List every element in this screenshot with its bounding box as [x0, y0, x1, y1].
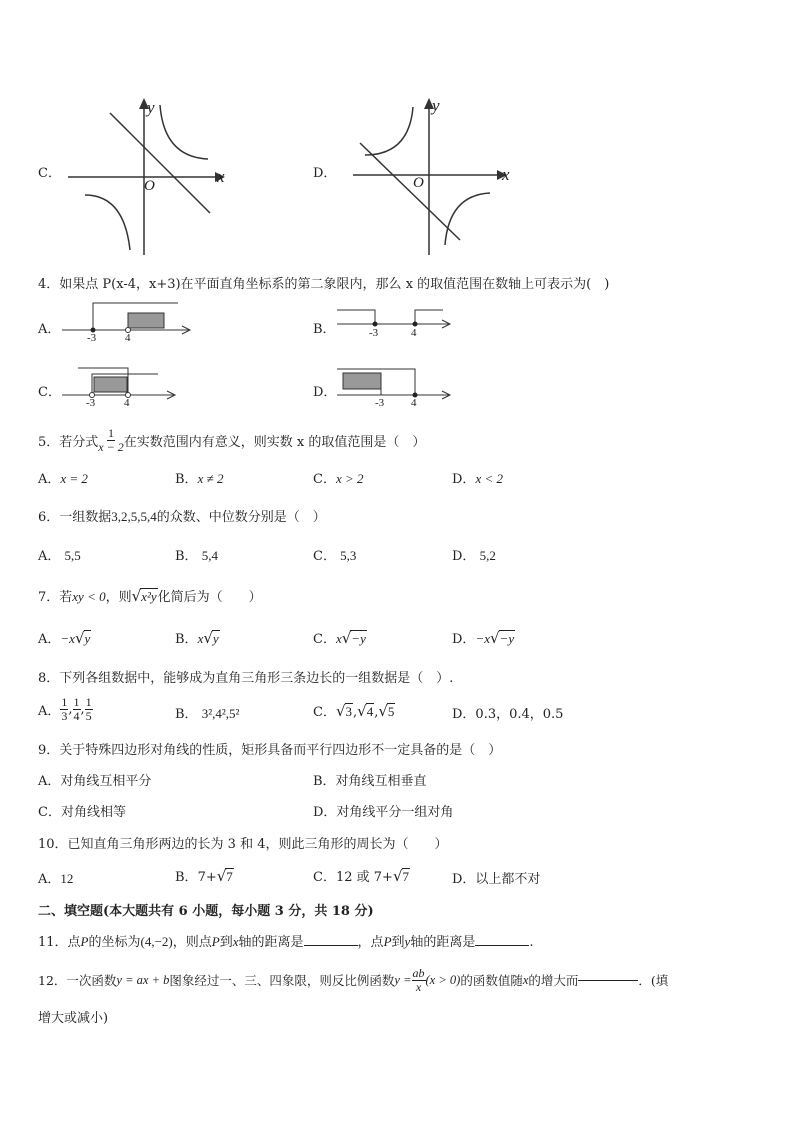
radical-sign-icon: √	[74, 629, 85, 647]
q6-stem	[38, 506, 326, 525]
q11-point-p: P	[80, 934, 89, 949]
q11-mid6: 到	[391, 935, 405, 950]
q7-option-b	[175, 628, 220, 647]
q10-a-label: A．	[38, 872, 61, 887]
q12-line2: 增大或减小)	[38, 1011, 109, 1026]
q4-a-tick-1: -3	[87, 332, 97, 344]
q3-d-axis-y: y	[432, 96, 440, 115]
q6-a-value: 5,5	[64, 548, 81, 563]
q5-option-d	[452, 468, 503, 487]
q3-c-axis-y: y	[147, 98, 155, 117]
q10-b-radicand: 7	[226, 869, 233, 884]
q4-a-tick-2: 4	[125, 332, 131, 344]
q7-stem-mid: ，则	[105, 590, 132, 605]
q12-frac-den: x	[415, 979, 422, 994]
q6-stem-post: 的众数、中位数分别是（ ）	[156, 510, 326, 525]
q8-a-den-2: 4	[73, 708, 80, 723]
q7-c-radicand: −y	[351, 631, 366, 646]
q7-b-radicand: y	[212, 631, 219, 646]
q10-b-label: B．	[175, 870, 198, 885]
q11-point-p-2: P	[211, 934, 220, 949]
q12-frac-num: ab	[412, 965, 425, 980]
q12-stem	[38, 962, 668, 998]
q3-option-d-label: D．	[313, 166, 337, 181]
q7-d-label: D．	[452, 632, 476, 647]
q8-stem: 8．下列各组数据中，能够成为直角三角形三条边长的一组数据是（ ）.	[38, 671, 454, 686]
q6-option-b	[175, 545, 218, 564]
q7-option-a	[38, 628, 91, 647]
q5-fraction	[98, 427, 123, 453]
q7-condition: xy < 0	[72, 589, 106, 604]
q11-end: .	[529, 935, 534, 950]
q9-stem: 9．关于特殊四边形对角线的性质，矩形具备而平行四边形不一定具备的是（ ）	[38, 743, 502, 758]
q8-option-b	[175, 703, 239, 722]
q8-c-radicand-2: 4	[366, 704, 374, 719]
q4-option-d-label: D．	[313, 385, 337, 400]
q9-option-d: D．对角线平分一组对角	[313, 805, 454, 820]
q8-a-frac-2	[73, 696, 81, 722]
q5-c-math: x > 2	[335, 471, 364, 486]
q4-option-b-label: B．	[313, 322, 336, 337]
q10-option-d: D．以上都不对	[452, 872, 541, 887]
q11-blank-2[interactable]	[475, 945, 529, 946]
q7-a-label: A．	[38, 632, 61, 647]
q5-d-math: x < 2	[475, 471, 503, 486]
q6-a-label: A．	[38, 549, 61, 564]
q3-graph-d	[345, 95, 515, 260]
q7-a-radicand: y	[84, 631, 91, 646]
q8-c-label: C．	[313, 705, 336, 720]
q7-option-c	[313, 628, 367, 647]
q12-pre: 12．一次函数	[38, 973, 117, 988]
q3-d-axis-x: x	[502, 165, 510, 184]
q10-option-b	[175, 866, 234, 885]
q6-option-d	[452, 545, 496, 564]
q3-d-origin: O	[413, 175, 424, 191]
q10-option-c	[313, 866, 410, 885]
radical-sign-icon: √	[392, 867, 403, 885]
q5-b-math: x ≠ 2	[197, 471, 224, 486]
q7-radicand: x²y	[141, 589, 157, 604]
q12-y-eq: y =	[394, 972, 412, 987]
q8-option-d: D．0.3，0.4，0.5	[452, 707, 564, 722]
q12-mid3: 的增大而	[528, 973, 579, 988]
q8-a-num-3: 1	[85, 694, 92, 709]
q6-b-label: B．	[175, 549, 198, 564]
q6-d-label: D．	[452, 549, 476, 564]
q8-a-frac-1	[60, 696, 68, 722]
q7-d-coef: −x	[475, 631, 490, 646]
q10-a-value: 12	[60, 871, 74, 886]
q10-c-label: C．	[313, 870, 336, 885]
q8-c-radicand-3: 5	[387, 704, 395, 719]
radical-sign-icon: √	[131, 587, 142, 605]
q10-c-radicand: 7	[402, 869, 409, 884]
radical-sign-icon: √	[341, 629, 352, 647]
q11-mid4: 轴的距离是	[238, 935, 304, 950]
q5-b-label: B．	[175, 472, 198, 487]
q5-option-a	[38, 468, 88, 487]
q7-b-coef: x	[197, 631, 204, 646]
q12-fraction	[412, 967, 426, 993]
q5-stem-pre: 5．若分式	[38, 434, 99, 450]
q5-d-label: D．	[452, 472, 476, 487]
radical-sign-icon: √	[216, 867, 227, 885]
q4-numberline-b	[335, 300, 460, 340]
q12-linear-func: y = ax + b	[116, 972, 170, 987]
q6-stem-pre: 6．一组数据	[38, 510, 112, 525]
q11-blank-1[interactable]	[304, 945, 358, 946]
q4-numberline-d	[335, 363, 460, 403]
q7-c-label: C．	[313, 632, 336, 647]
q10-stem: 10．已知直角三角形两边的长为 3 和 4，则此三角形的周长为（ ）	[38, 837, 448, 852]
q12-blank[interactable]	[578, 980, 638, 981]
q5-a-label: A．	[38, 472, 61, 487]
q11-y-axis: y	[404, 934, 411, 949]
section-2-title: 二、填空题(本大题共有 6 小题，每小题 3 分，共 18 分)	[38, 904, 374, 919]
q4-option-a-label: A．	[38, 322, 61, 337]
q8-b-value: 3²,4²,5²	[201, 706, 240, 721]
q7-stem	[38, 586, 262, 605]
q6-c-value: 5,3	[340, 548, 357, 563]
q12-condition: (x > 0)	[425, 972, 461, 987]
q8-a-den-1: 3	[61, 708, 68, 723]
q4-b-tick-1: -3	[369, 327, 379, 339]
q4-stem: 4．如果点 P(x-4，x+3)在平面直角坐标系的第二象限内，那么 x 的取值范围在数轴上可表示为( )	[38, 277, 610, 292]
radical-sign-icon: √	[378, 702, 388, 720]
q6-b-value: 5,4	[201, 548, 218, 563]
q8-c-radicand-1: 3	[345, 704, 353, 719]
q4-b-tick-2: 4	[411, 327, 417, 339]
q11-x-axis: x	[232, 934, 239, 949]
q8-a-label: A．	[38, 703, 61, 719]
q5-stem-post: 在实数范围内有意义，则实数 x 的取值范围是（ ）	[123, 434, 426, 450]
q8-option-a: A． $\frac{1}{3}$ , $\frac{1}{4}$ , $\frac{1}{5}$	[38, 694, 92, 723]
q6-option-c	[313, 545, 356, 564]
q4-d-tick-1: -3	[375, 397, 385, 409]
q7-stem-pre: 7．若	[38, 590, 73, 605]
q4-option-c-label: C．	[38, 385, 61, 400]
q4-c-tick-2: 4	[124, 397, 130, 409]
radical-sign-icon: √	[357, 702, 367, 720]
q11-mid3: 到	[219, 935, 233, 950]
q12-mid2: 的函数值随	[460, 973, 523, 988]
q5-option-b	[175, 468, 223, 487]
radical-sign-icon: √	[489, 629, 500, 647]
q4-d-tick-2: 4	[411, 397, 417, 409]
q5-frac-den: x − 2	[98, 439, 124, 454]
q3-option-c-label: C．	[38, 166, 61, 181]
q12-mid1: 图象经过一、三、四象限，则反比例函数	[169, 973, 395, 988]
q11-mid7: 轴的距离是	[410, 935, 476, 950]
q9-option-a: A．对角线互相平分	[38, 774, 152, 789]
q6-option-a	[38, 545, 81, 564]
q6-d-value: 5,2	[479, 548, 496, 563]
q5-a-math: x = 2	[60, 471, 88, 486]
radical-sign-icon: √	[203, 629, 213, 647]
q11-stem	[38, 931, 533, 950]
q5-option-c	[313, 468, 364, 487]
q7-stem-post: 化简后为（ ）	[157, 590, 262, 605]
q4-numberline-c	[60, 365, 180, 405]
q5-c-label: C．	[313, 472, 336, 487]
q12-end: ．(填	[638, 973, 669, 988]
q6-data: 3,2,5,5,4	[111, 509, 157, 524]
q9-option-c: C．对角线相等	[38, 805, 126, 820]
q10-option-a	[38, 868, 73, 887]
q12-x-var: x	[522, 972, 529, 987]
q5-stem	[38, 422, 425, 458]
q7-d-radicand: −y	[499, 631, 515, 646]
q7-a-coef: −x	[60, 631, 75, 646]
q3-c-origin: O	[144, 178, 155, 194]
q5-frac-num: 1	[108, 425, 114, 440]
q10-c-pre: 12 或 7+	[335, 870, 393, 885]
q10-b-pre: 7+	[197, 870, 217, 885]
q7-b-label: B．	[175, 632, 198, 647]
q6-c-label: C．	[313, 549, 336, 564]
q8-a-frac-3	[85, 696, 93, 722]
q7-option-d	[452, 628, 515, 647]
q8-b-label: B．	[175, 707, 198, 722]
radical-sign-icon: √	[335, 702, 346, 720]
q8-a-den-3: 5	[85, 708, 92, 723]
q3-c-axis-x: x	[217, 167, 225, 186]
q11-coord: (4,−2)	[140, 934, 173, 949]
q11-mid1: 的坐标为	[88, 935, 141, 950]
q7-c-coef: x	[335, 631, 342, 646]
q8-option-c: C．√3,√4,√5	[313, 702, 395, 720]
q11-pre: 11．点	[38, 935, 81, 950]
q9-option-b: B．对角线互相垂直	[313, 774, 427, 789]
q4-c-tick-1: -3	[86, 397, 96, 409]
q11-point-p-3: P	[383, 934, 392, 949]
q8-a-num-2: 1	[73, 694, 80, 709]
q11-mid5: ，点	[357, 935, 384, 950]
q8-a-num-1: 1	[61, 694, 68, 709]
q11-mid2: ，则点	[172, 935, 212, 950]
